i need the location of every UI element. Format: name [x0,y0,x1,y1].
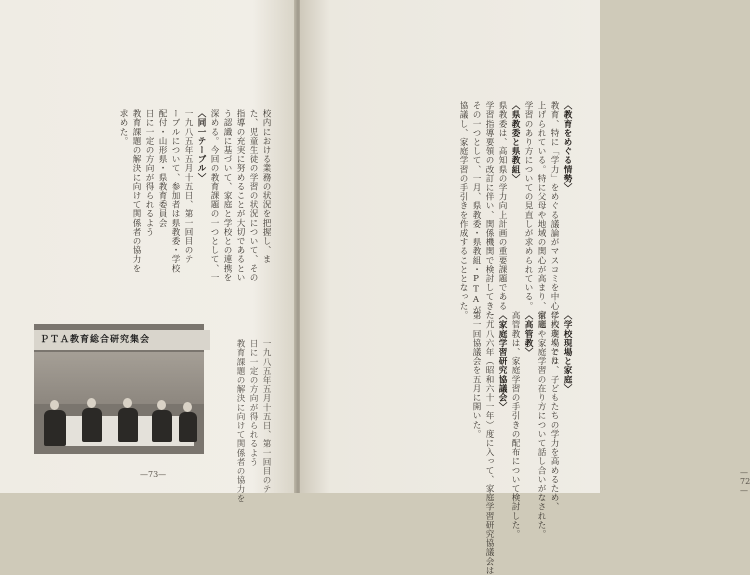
left-column-2: た、児童生徒の学習の状況について、その [248,109,258,282]
left-text-block-upper [103,46,285,282]
left-column-9: 配付・山形県・県教育委員会 [157,109,167,228]
right-column-10: 学校現場では、子どもたちの学力を高めるため、 [549,311,559,512]
left-lower-column-3: 教育課題の解決に向けて関係者の協力を [235,339,245,503]
right-column-11: 宿題や家庭学習の在り方について話し合いがなされた。 [536,311,546,539]
right-column-7: その一つとして、一月、県教委・県教組・PTAが [471,101,481,315]
left-column-10: 日に一定の方向が得られるよう [144,109,154,237]
left-column-4: う認識に基づいて、家庭と学校との連携を [222,109,232,282]
meeting-photo [34,324,204,454]
right-column-2: 上げられている。特に父母や地域の関心が高まり、家庭 [536,101,546,329]
right-column-8: 協議し、家庭学習の手引きを作成することとなった。 [458,101,468,320]
photo-person [44,410,66,446]
photo-person [82,408,102,442]
left-column-3: 指導の充実に努めることが大切であるとい [235,109,245,282]
photo-person [152,410,172,442]
page-number-right: —72— [740,468,750,495]
right-heading-kokankyo: 〈高管教〉 [523,311,533,357]
photo-person-head [183,402,192,412]
left-column-11: 教育課題の解決に向けて関係者の協力を [131,109,141,273]
left-page [0,0,297,503]
right-heading-situation: 〈教育をめぐる情勢〉 [562,101,572,192]
right-page [300,0,750,575]
right-column-16: 第一回協議会を五月に開いた。 [471,311,481,439]
right-column-6: 学習指導要領の改訂に伴い、関係機関で検討してきた。 [484,101,494,329]
left-column-8: ーブルについて、参加者は県教委・学校 [170,109,180,273]
page-number-left: —73— [140,470,167,479]
photo-backdrop [34,352,204,404]
right-column-15: 一九八六年（昭和六十一年）度に入って、家庭学習研究協議会は [484,311,494,575]
left-column-5: 深める。今回の教育課題の一つとして、一 [209,109,219,282]
right-heading-school-home: 〈学校現場と家庭〉 [562,311,572,393]
photo-person-head [157,400,166,410]
right-heading-study-council: 〈家庭学習研究協議会〉 [497,311,507,412]
right-column-5: 県教委は、高知県の学力向上計画の重要課題である [497,101,507,311]
right-text-block-lower [456,248,586,575]
left-heading-round-table: 〈同一テーブル〉 [196,109,206,182]
photo-person-head [50,400,59,410]
left-lower-column-2: 日に一定の方向が得られるよう [248,339,258,467]
photo-person [179,412,197,442]
left-column-12: 求めた。 [118,109,128,146]
left-column-7: 一九八五年五月十五日、第一回目のテ [183,109,193,264]
left-column-1: 校内における業務の状況を把握し、ま [261,109,271,264]
right-column-3: 学習のあり方についての見直しが求められている。 [523,101,533,311]
right-column-13: 高管教は、家庭学習の手引きの配布について検討した。 [510,311,520,539]
right-column-1: 教育、特に「学力」をめぐる議論がマスコミを中心に大きくとり [549,101,559,365]
left-lower-column-1: 一九八五年五月十五日、第一回目のテ [261,339,271,494]
photo-person-head [87,398,96,408]
photo-banner: ＰＴＡ教育総合研究集会 [34,330,210,350]
left-text-block-lower [220,276,285,503]
photo-person-head [123,398,132,408]
right-heading-board-union: 〈県教委と県教組〉 [510,101,520,183]
photo-person [118,408,138,442]
